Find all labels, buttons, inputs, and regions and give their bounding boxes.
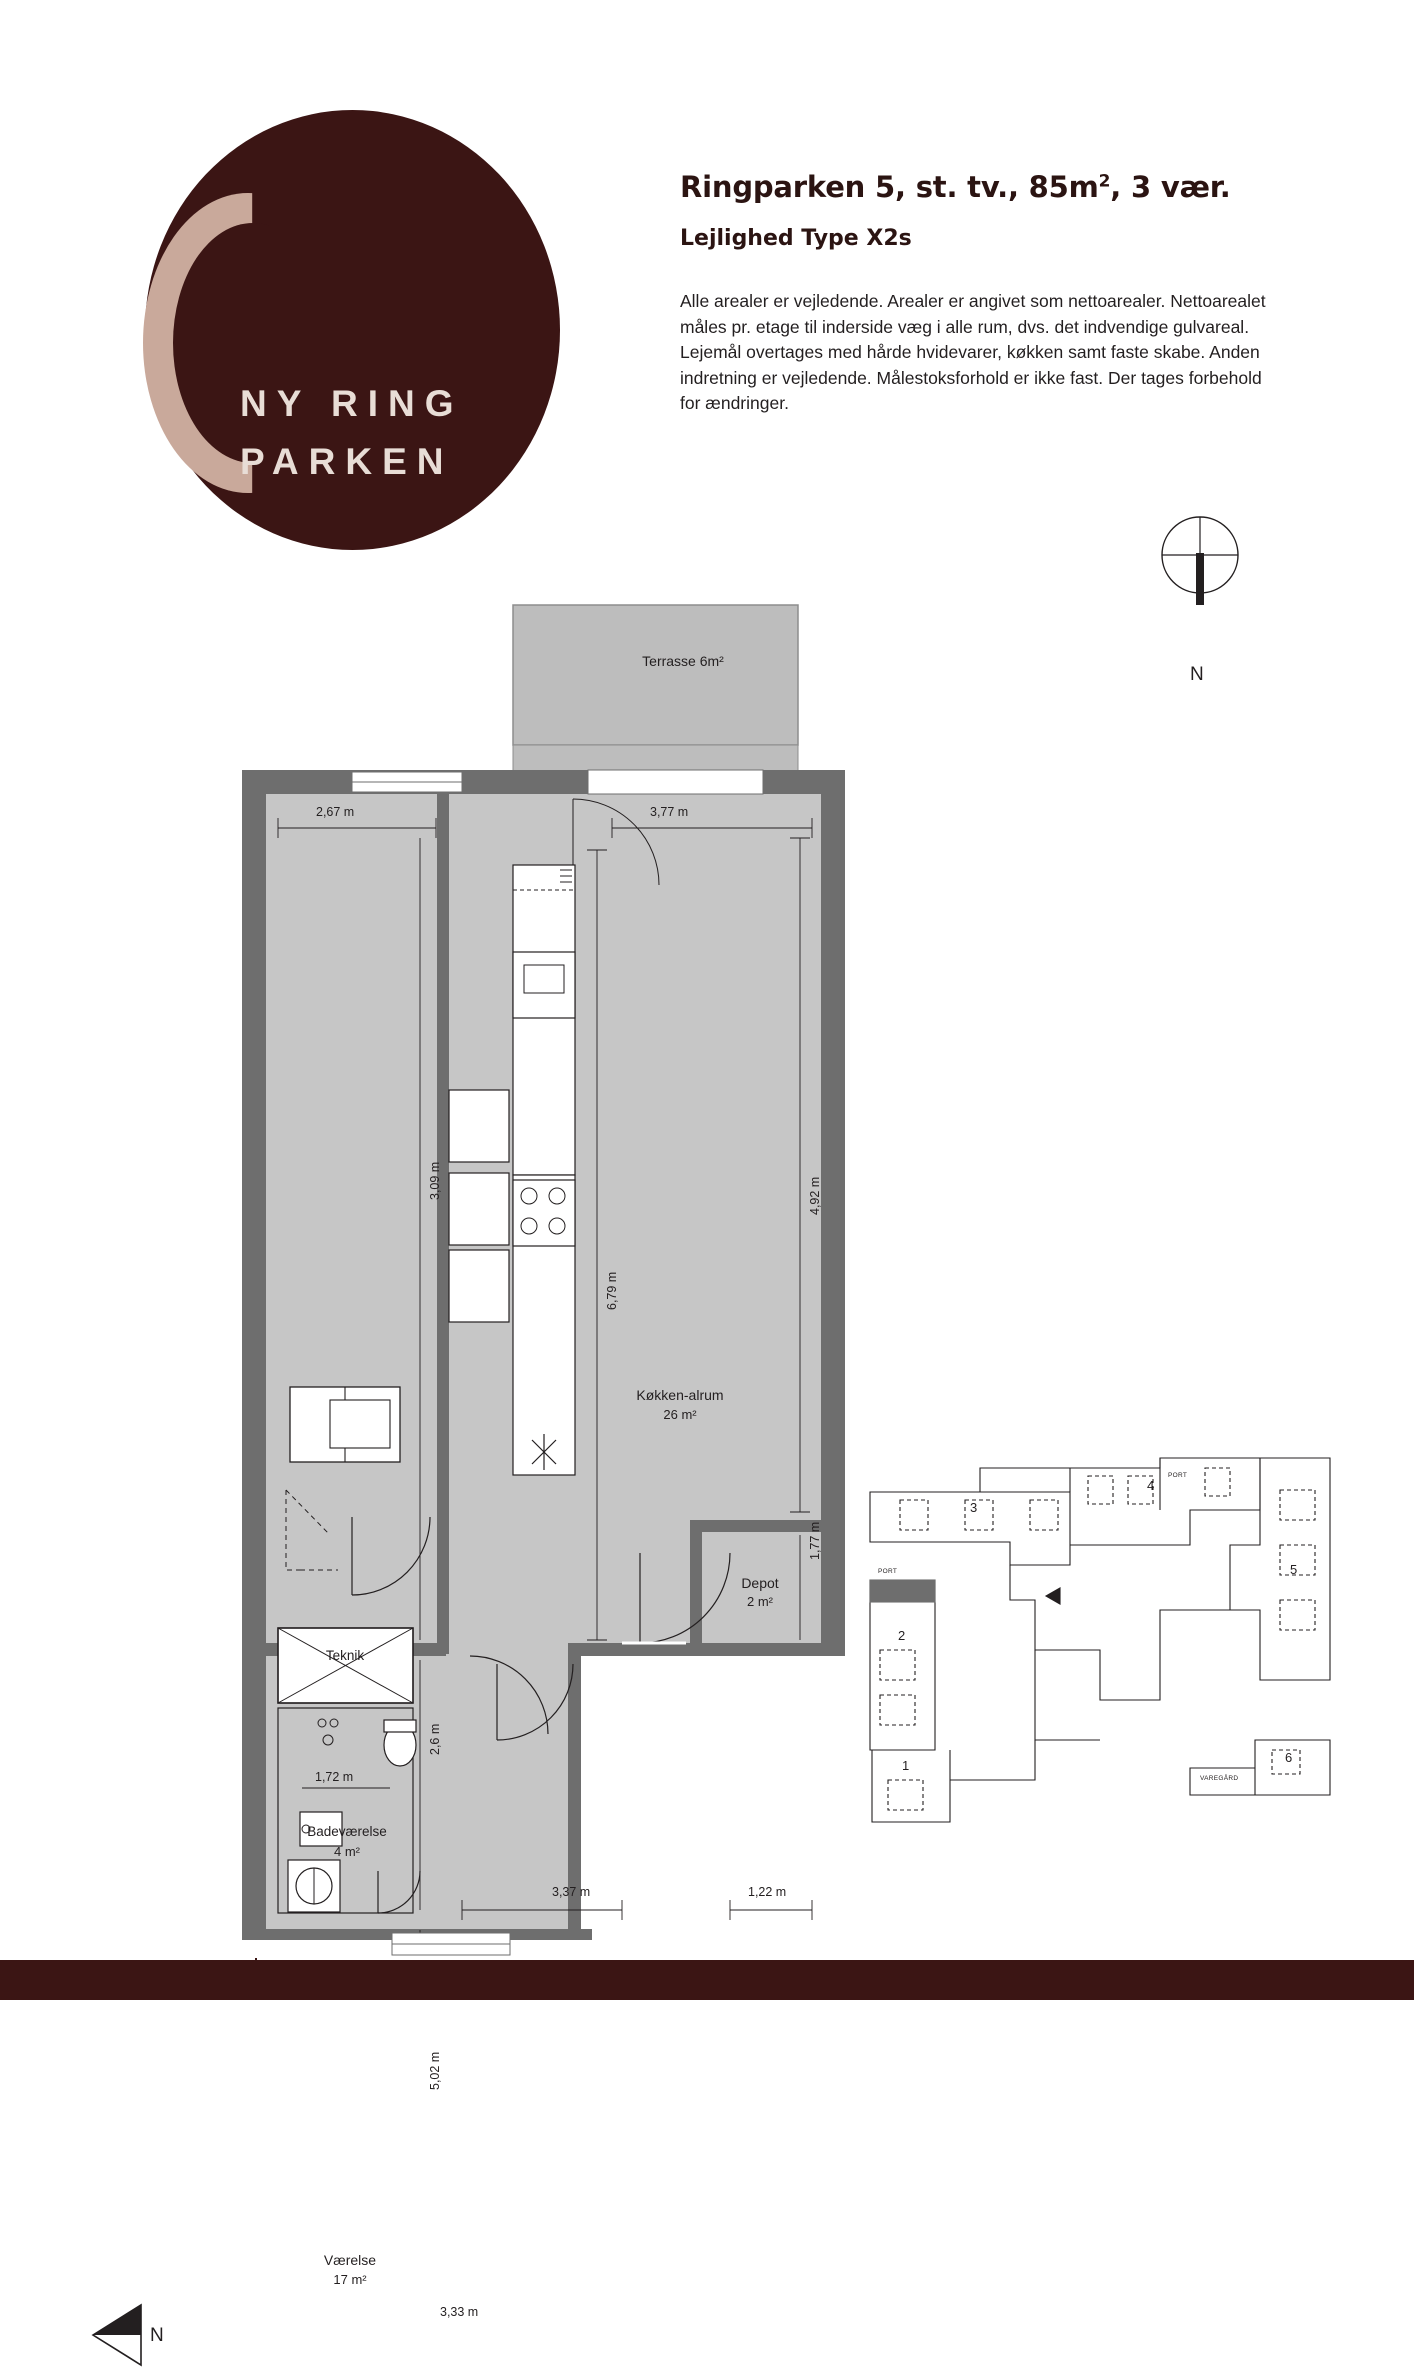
closet-block	[290, 1387, 400, 1462]
key-map-number-3: 3	[970, 1500, 978, 1515]
logo-text-line2: PARKEN	[240, 441, 454, 482]
logo-text-line1: NY RING	[240, 383, 464, 424]
room-label-terrasse: Terrasse 6m²	[642, 653, 724, 669]
site-key-map	[860, 1450, 1400, 1830]
compass-north-label: N	[1190, 664, 1204, 685]
footer-tick-mark	[255, 1958, 257, 1972]
dimension-5-02: 5,02 m	[428, 2051, 442, 2090]
dimension-4-92: 4,92 m	[808, 1176, 822, 1215]
key-map-number-2: 2	[898, 1628, 906, 1643]
room-label-badevaerelse: Badeværelse	[307, 1824, 387, 1839]
key-map-number-6: 6	[1285, 1750, 1293, 1765]
dimension-1-77: 1,77 m	[808, 1521, 822, 1560]
dimension-1-22: 1,22 m	[748, 1885, 787, 1899]
key-map-number-5: 5	[1290, 1562, 1298, 1577]
compass-north-label-2: N	[150, 2325, 164, 2346]
room-label-vaerelse-17: Værelse	[323, 2252, 377, 2268]
key-map-label-port-2: PORT	[1168, 1472, 1188, 1479]
compass-north-arrow-icon	[85, 2295, 155, 2375]
page-subtitle: Lejlighed Type X2s	[680, 226, 912, 251]
footer-bar	[0, 1960, 1414, 2000]
room-area-badevaerelse: 4 m²	[334, 1844, 360, 1859]
page-title-superscript: 2	[1098, 171, 1111, 192]
dimension-3-09: 3,09 m	[428, 1161, 442, 1200]
room-label-kokken-alrum: Køkken-alrum	[636, 1387, 724, 1403]
dimension-3-33: 3,33 m	[440, 2305, 479, 2319]
key-map-number-4: 4	[1147, 1478, 1155, 1493]
dimension-2-6: 2,6 m	[428, 1723, 442, 1755]
dimension-3-77: 3,77 m	[650, 805, 689, 819]
key-map-label-varegaard: VAREGÅRD	[1200, 1775, 1239, 1782]
key-map-label-port-1: PORT	[878, 1568, 898, 1575]
dimension-3-37: 3,37 m	[552, 1885, 591, 1899]
page-title-suffix: , 3 vær.	[1110, 170, 1231, 204]
room-area-depot: 2 m²	[747, 1594, 773, 1609]
room-label-teknik: Teknik	[325, 1648, 365, 1663]
dimension-6-79: 6,79 m	[605, 1271, 619, 1310]
disclaimer-text: Alle arealer er vejledende. Arealer er angivet som nettoarealer. Nettoarealet måles pr. etage til inderside væg i alle rum, dvs. det indvendige gulvareal. Lejemål overtages med hårde hvidevarer, køkken samt faste skabe. Anden indretning er vejledende. Målestoksforhold er ikke fast. Der tages forbehold for ændringer.	[680, 291, 1266, 413]
room-area-vaerelse-17: 17 m²	[333, 2272, 367, 2287]
dimension-2-67: 2,67 m	[316, 805, 355, 819]
room-label-depot: Depot	[741, 1575, 779, 1591]
site-key-map-svg	[860, 1450, 1400, 1830]
dimension-1-72: 1,72 m	[315, 1770, 354, 1784]
key-map-number-1: 1	[902, 1758, 910, 1773]
page-title-prefix: Ringparken 5, st. tv., 85m	[680, 170, 1099, 204]
room-area-kokken-alrum: 26 m²	[663, 1407, 697, 1422]
